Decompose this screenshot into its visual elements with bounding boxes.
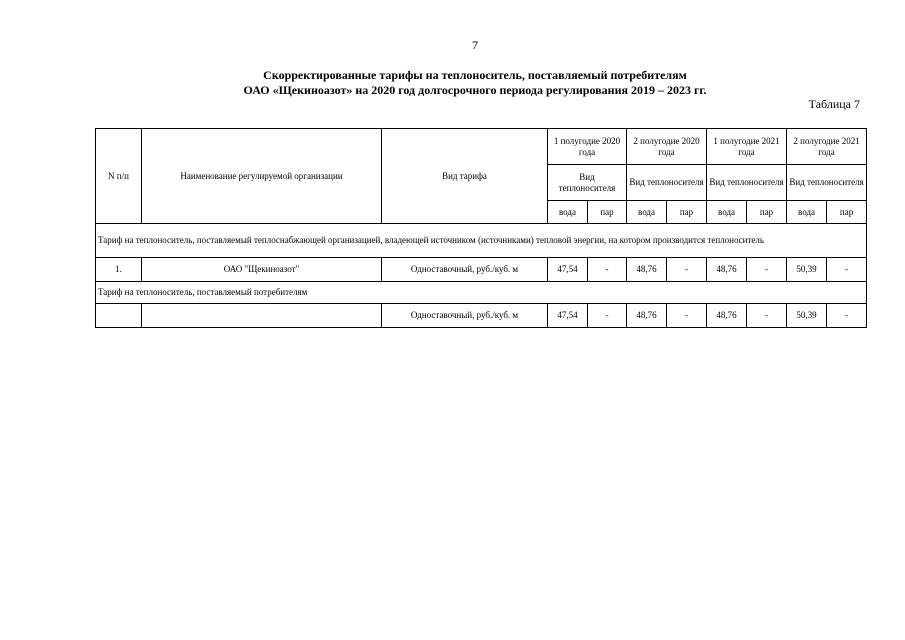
cell-value: 48,76 — [627, 258, 667, 282]
header-water: вода — [787, 201, 827, 224]
cell-value: 48,76 — [707, 258, 747, 282]
header-row-periods — [96, 129, 867, 165]
page-number: 7 — [472, 38, 478, 52]
section-row — [96, 224, 867, 258]
header-water: вода — [548, 201, 588, 224]
header-steam: пар — [667, 201, 707, 224]
cell-value: 50,39 — [787, 304, 827, 328]
header-steam: пар — [747, 201, 787, 224]
header-period: 1 полугодие 2020 года — [548, 129, 627, 165]
header-num: N п/п — [96, 129, 142, 224]
header-period: 2 полугодие 2021 года — [787, 129, 867, 165]
header-period: 2 полугодие 2020 года — [627, 129, 707, 165]
tariff-table — [95, 128, 867, 328]
header-tariff-type: Вид тарифа — [382, 129, 548, 224]
header-steam: пар — [588, 201, 627, 224]
table-row — [96, 258, 867, 282]
header-steam: пар — [827, 201, 867, 224]
title-line-1: Скорректированные тарифы на теплоноситель, поставляемый потребителям — [263, 68, 687, 82]
document-title — [0, 68, 905, 98]
cell-value: 47,54 — [548, 258, 588, 282]
row-org — [142, 304, 382, 328]
cell-value: - — [588, 304, 627, 328]
row-num — [96, 304, 142, 328]
cell-value: - — [667, 258, 707, 282]
cell-value: - — [827, 304, 867, 328]
cell-value: 47,54 — [548, 304, 588, 328]
header-carrier: Вид теплоносителя — [548, 165, 627, 201]
section-2-title: Тариф на теплоноситель, поставляемый потребителям — [96, 282, 867, 304]
row-tariff: Одноставочный, руб./куб. м — [382, 258, 548, 282]
cell-value: 48,76 — [707, 304, 747, 328]
table-row — [96, 304, 867, 328]
header-carrier: Вид теплоносителя — [787, 165, 867, 201]
cell-value: 48,76 — [627, 304, 667, 328]
row-tariff: Одноставочный, руб./куб. м — [382, 304, 548, 328]
cell-value: 50,39 — [787, 258, 827, 282]
header-org: Наименование регулируемой организации — [142, 129, 382, 224]
header-period: 1 полугодие 2021 года — [707, 129, 787, 165]
cell-value: - — [827, 258, 867, 282]
header-water: вода — [707, 201, 747, 224]
section-row — [96, 282, 867, 304]
cell-value: - — [747, 304, 787, 328]
row-num: 1. — [96, 258, 142, 282]
row-org: ОАО "Щекиноазот" — [142, 258, 382, 282]
cell-value: - — [747, 258, 787, 282]
cell-value: - — [588, 258, 627, 282]
section-1-title: Тариф на теплоноситель, поставляемый теплоснабжающей организацией, владеющей источником (источниками) тепловой энергии, на котором производится теплоноситель — [96, 224, 867, 258]
header-carrier: Вид теплоносителя — [627, 165, 707, 201]
header-carrier: Вид теплоносителя — [707, 165, 787, 201]
header-water: вода — [627, 201, 667, 224]
cell-value: - — [667, 304, 707, 328]
table-label: Таблица 7 — [808, 97, 860, 111]
title-line-2: ОАО «Щекиноазот» на 2020 год долгосрочного периода регулирования 2019 – 2023 гг. — [243, 83, 707, 97]
